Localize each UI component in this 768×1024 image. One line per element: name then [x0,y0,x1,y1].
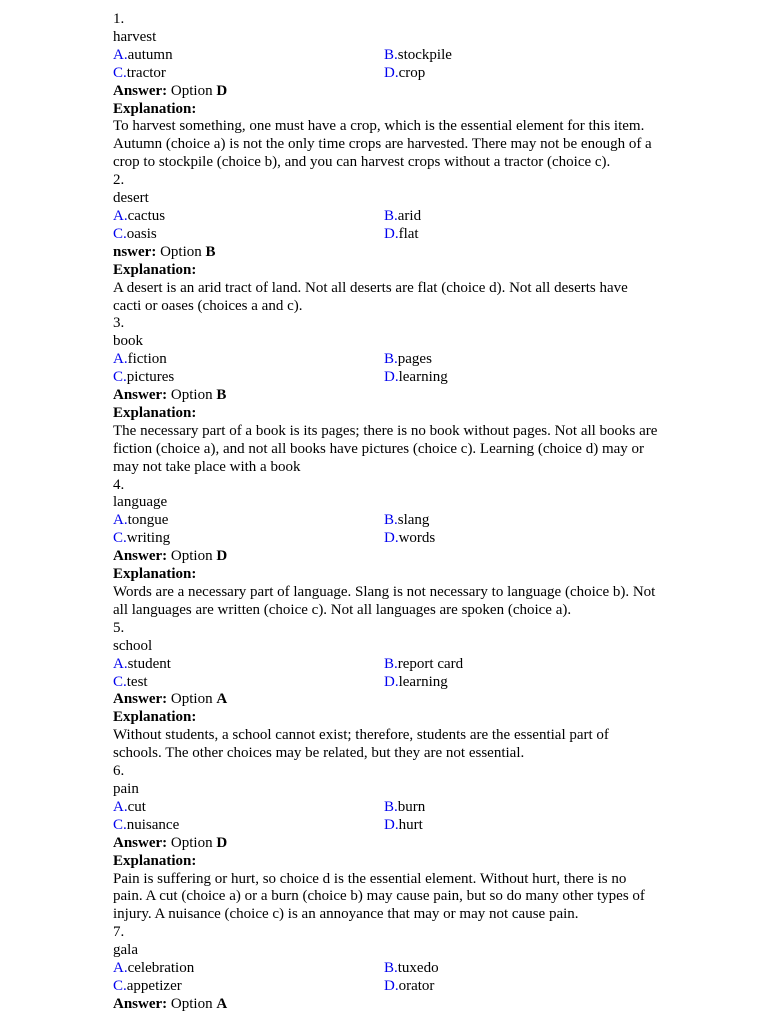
answer-label: Answer: [113,82,168,99]
options-row [113,47,658,65]
explanation-label: Explanation: [113,261,197,278]
explanation-label: Explanation: [113,852,197,869]
option-letter: D. [384,530,399,547]
option-letter: B. [384,960,398,977]
answer-option[interactable] [113,960,384,978]
option-text: autumn [127,46,173,63]
option-text: report card [397,655,464,672]
answer-value: A [216,995,228,1012]
answer-option[interactable] [113,512,384,530]
question-block [113,172,658,315]
option-text: celebration [127,960,195,977]
option-letter: D. [384,369,399,386]
option-letter: C. [113,530,127,547]
option-text: tractor [126,64,166,81]
answer-option[interactable] [113,978,384,996]
answer-label: Answer: [113,387,168,404]
answer-value: D [216,834,228,851]
answer-option[interactable] [113,65,384,83]
answer-option[interactable] [113,799,384,817]
answer-line [113,244,658,262]
options-row [113,817,658,835]
option-text: orator [398,977,435,994]
explanation-label: Explanation: [113,709,197,726]
answer-label: Answer: [113,995,168,1012]
option-letter: A. [113,960,128,977]
answer-option[interactable] [384,656,463,674]
option-letter: A. [113,351,128,368]
option-letter: C. [113,673,127,690]
answer-prefix: Option [170,387,213,404]
question-block [113,477,658,620]
question-word: gala [113,942,138,959]
question-block [113,315,658,476]
option-letter: A. [113,46,128,63]
answer-option[interactable] [384,960,439,978]
question-number: 6. [113,763,125,780]
answer-label: nswer: [113,243,157,260]
answer-option[interactable] [384,674,448,692]
explanation-label: Explanation: [113,566,197,583]
question-number: 4. [113,476,125,493]
option-text: writing [126,530,171,547]
option-letter: D. [384,977,399,994]
answer-option[interactable] [113,351,384,369]
options-row [113,208,658,226]
question-number: 2. [113,172,125,189]
option-text: nuisance [126,816,180,833]
option-letter: D. [384,225,399,242]
option-text: student [127,655,171,672]
options-row [113,512,658,530]
answer-line [113,835,658,853]
answer-option[interactable] [384,226,419,244]
option-text: pictures [126,369,175,386]
option-text: test [126,673,148,690]
answer-line [113,691,658,709]
explanation-text: A desert is an arid tract of land. Not all deserts are flat (choice d). Not all deserts have cacti or oases (choices a and c). [113,279,628,314]
option-letter: C. [113,369,127,386]
answer-label: Answer: [113,548,168,565]
option-letter: B. [384,207,398,224]
option-letter: D. [384,673,399,690]
answer-line [113,996,658,1014]
option-text: appetizer [126,977,182,994]
answer-option[interactable] [113,656,384,674]
option-text: words [398,530,436,547]
option-letter: B. [384,46,398,63]
option-letter: C. [113,977,127,994]
answer-option[interactable] [113,817,384,835]
question-word: pain [113,780,139,797]
answer-option[interactable] [113,208,384,226]
answer-option[interactable] [384,208,421,226]
question-block [113,620,658,763]
options-row [113,369,658,387]
answer-value: D [216,82,228,99]
option-letter: C. [113,816,127,833]
quiz-document [113,11,658,1014]
question-word: book [113,333,143,350]
option-letter: A. [113,798,128,815]
option-text: flat [398,225,419,242]
option-text: tongue [127,512,169,529]
answer-option[interactable] [384,351,432,369]
answer-option[interactable] [113,674,384,692]
question-number: 7. [113,924,125,941]
question-number: 5. [113,619,125,636]
options-row [113,978,658,996]
option-letter: D. [384,816,399,833]
answer-value: B [216,387,227,404]
option-text: slang [397,512,430,529]
answer-option[interactable] [113,226,384,244]
answer-label: Answer: [113,691,168,708]
answer-prefix: Option [170,691,213,708]
option-text: tuxedo [397,960,439,977]
option-letter: A. [113,207,128,224]
answer-value: D [216,548,228,565]
answer-prefix: Option [170,995,213,1012]
question-number: 3. [113,315,125,332]
option-text: burn [397,798,426,815]
options-row [113,65,658,83]
options-row [113,530,658,548]
explanation-text: The necessary part of a book is its pages; there is no book without pages. Not all books are fiction (choice a), and not all books have pictures (choice c). Learning (choice d) may or may not take place with a book [113,422,658,475]
options-row [113,656,658,674]
answer-option[interactable] [384,530,435,548]
question-word: desert [113,190,149,207]
option-text: oasis [126,225,157,242]
option-letter: A. [113,655,128,672]
question-word: school [113,637,153,654]
option-text: arid [397,207,422,224]
answer-prefix: Option [160,243,202,260]
option-letter: B. [384,798,398,815]
explanation-text: Without students, a school cannot exist; therefore, students are the essential part of schools. The other choices may be related, but they are not essential. [113,727,609,762]
answer-value: A [216,691,228,708]
answer-option[interactable] [384,978,434,996]
answer-value: B [205,243,216,260]
question-number: 1. [113,11,125,27]
explanation-text: Pain is suffering or hurt, so choice d is the essential element. Without hurt, there is no pain. A cut (choice a) or a burn (choice b) may cause pain, but so do many other types of injury. A nuisance (choice c) is an annoyance that may or may not cause pain. [113,870,645,923]
option-text: pages [397,351,432,368]
option-text: fiction [127,351,167,368]
answer-option[interactable] [113,530,384,548]
option-text: crop [398,64,426,81]
explanation-text: To harvest something, one must have a crop, which is the essential element for this item. Autumn (choice a) is not the only time crops are harvested. There may not be enough of a crop to stockpile (choice b), and you can harvest crops without a tractor (choice c). [113,118,652,171]
question-block [113,11,658,172]
answer-prefix: Option [170,834,213,851]
options-row [113,351,658,369]
options-row [113,226,658,244]
option-letter: D. [384,64,399,81]
option-text: hurt [398,816,423,833]
explanation-label: Explanation: [113,404,197,421]
options-row [113,674,658,692]
option-letter: C. [113,225,127,242]
answer-prefix: Option [170,82,213,99]
answer-line [113,548,658,566]
option-text: learning [398,369,448,386]
option-text: cut [127,798,146,815]
option-letter: B. [384,512,398,529]
option-text: cactus [127,207,166,224]
option-letter: A. [113,512,128,529]
answer-option[interactable] [113,47,384,65]
answer-option[interactable] [384,512,429,530]
answer-option[interactable] [384,369,448,387]
question-block [113,924,658,1014]
answer-option[interactable] [384,817,423,835]
option-letter: C. [113,64,127,81]
answer-option[interactable] [113,369,384,387]
question-word: language [113,494,168,511]
answer-option[interactable] [384,47,452,65]
option-text: stockpile [397,46,452,63]
explanation-text: Words are a necessary part of language. Slang is not necessary to language (choice b). Not all languages are written (choice c). Not all languages are spoken (choice a). [113,584,656,618]
explanation-label: Explanation: [113,100,197,117]
options-row [113,960,658,978]
answer-label: Answer: [113,834,168,851]
question-block [113,763,658,924]
option-letter: B. [384,655,398,672]
option-text: learning [398,673,448,690]
answer-line [113,387,658,405]
answer-line [113,83,658,101]
options-row [113,799,658,817]
answer-option[interactable] [384,799,425,817]
answer-option[interactable] [384,65,425,83]
option-letter: B. [384,351,398,368]
question-word: harvest [113,28,157,45]
answer-prefix: Option [170,548,213,565]
